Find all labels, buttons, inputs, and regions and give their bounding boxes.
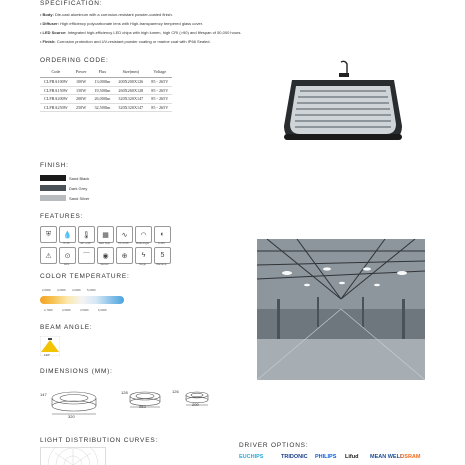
color-temperature-bar <box>40 296 124 304</box>
spec-line-label: • LED Source: <box>40 30 67 35</box>
ordering-column-header: Power <box>72 66 91 78</box>
table-cell: 85 - 265V <box>147 95 172 104</box>
ordering-column-header: Code <box>40 66 72 78</box>
table-cell: 200W <box>72 95 91 104</box>
beam-angle-value: 120° <box>44 353 51 357</box>
spec-line-text: Die-cast aluminum with a corrosion-resistant powder-coated finish. <box>53 12 173 17</box>
dim2-width: 263 <box>139 404 146 409</box>
feature-caption: IP 66 <box>63 241 70 245</box>
spec-line-label: • Diffuser: <box>40 21 59 26</box>
features-title: FEATURES: <box>40 213 84 220</box>
color-temperature-label: 5,000K <box>87 288 96 292</box>
table-cell: CLFRA150W <box>40 86 72 95</box>
ordering-column-header: Size(mm) <box>114 66 147 78</box>
spec-line-text: Integrated high-efficiency LED chips with high lumen, high CRI (>90) and lifespan of 50,000 hours. <box>66 30 242 35</box>
table-cell: 250W <box>72 103 91 112</box>
driver-brand-logo: TRIDONIC <box>281 454 308 460</box>
light-distribution-chart <box>40 447 106 465</box>
spec-line-text: High efficiency polycarbonate lens with High-transparency tempered glass cover. <box>58 21 203 26</box>
table-cell: 32,500lm <box>90 103 114 112</box>
feature-caption: Lens <box>63 262 70 266</box>
driver-brand-logo: MEAN WELL <box>370 454 404 460</box>
spec-line <box>40 30 242 35</box>
color-temperature-label: 3,000K <box>57 288 66 292</box>
ordering-table-header <box>40 66 172 78</box>
beam-icon: ◠ <box>135 226 152 243</box>
ordering-table-body <box>40 78 172 112</box>
specification-title: SPECIFICATION: <box>40 0 103 7</box>
feature-caption: Wide Angle <box>135 241 150 245</box>
table-cell: 85 - 265V <box>147 103 172 112</box>
warranty-icon: 5 <box>154 247 171 264</box>
spec-line <box>40 21 203 26</box>
feature-caption: 0-10V <box>158 241 165 245</box>
driver-brand-logo: EUCHIPS <box>239 454 264 460</box>
lens-icon: ⊙ <box>59 247 76 264</box>
table-cell: 85 - 265V <box>147 78 172 87</box>
table-cell: CLFRA200W <box>40 95 72 104</box>
dimensions-title: DIMENSIONS (MM): <box>40 368 113 375</box>
table-cell: 260X260X128 <box>114 86 147 95</box>
color-temperature-label: 2,700K <box>44 308 53 312</box>
color-temperature-title: COLOR TEMPERATURE: <box>40 273 130 280</box>
ordering-table <box>40 66 172 112</box>
feature-caption: Warranty <box>156 262 167 266</box>
ordering-code-title: ORDERING CODE: <box>40 57 109 64</box>
driver-brand-logo: Lifud <box>345 454 359 460</box>
sensor-icon: ◉ <box>97 247 114 264</box>
mount-icon: ⌒ <box>78 247 95 264</box>
table-row <box>40 78 172 87</box>
feature-caption: -40°~+50° <box>79 241 92 245</box>
shield-icon: ⛨ <box>40 226 57 243</box>
ordering-column-header: Flux <box>90 66 114 78</box>
temperature-icon: 🌡 <box>78 226 95 243</box>
color-temperature-label: 2,000K <box>42 288 51 292</box>
dim2-height: 128 <box>121 390 128 395</box>
spec-line-label: • Body: <box>40 12 54 17</box>
table-cell: 150W <box>72 86 91 95</box>
driver-brand-logo: PHILIPS <box>315 454 337 460</box>
color-temperature-label: 4,000K <box>72 288 81 292</box>
light-distribution-title: LIGHT DISTRIBUTION CURVES: <box>40 437 159 444</box>
table-cell: 200X200X126 <box>114 78 147 87</box>
table-cell: 13,000lm <box>90 78 114 87</box>
finish-swatch <box>40 195 66 201</box>
spec-line-label: • Finish: <box>40 39 56 44</box>
table-cell: 85 - 265V <box>147 86 172 95</box>
table-cell: 19,500lm <box>90 86 114 95</box>
table-cell: 320X320X147 <box>114 95 147 104</box>
color-temperature-label: 4,500K <box>80 308 89 312</box>
finish-label: Sand Black <box>69 175 90 181</box>
spec-line-text: Corrosion protection and UV-resistant powder coating or marine coat with IP66 Sealed. <box>55 39 211 44</box>
finish-label: Dark Grey <box>69 185 88 191</box>
warning-icon: ⚠ <box>40 247 57 264</box>
finish-label: Sand Silver <box>69 195 90 201</box>
dim3-width: 200 <box>192 402 199 407</box>
finish-swatch <box>40 185 66 191</box>
table-cell: CLFRA250W <box>40 103 72 112</box>
spec-line <box>40 39 211 44</box>
warehouse-photo <box>257 239 425 380</box>
dim3-height: 126 <box>172 389 179 394</box>
color-temperature-label: 6,000K <box>98 308 107 312</box>
surge-icon: ϟ <box>135 247 152 264</box>
chip-icon: ▦ <box>97 226 114 243</box>
power-factor-icon: ∿ <box>116 226 133 243</box>
table-cell: 100W <box>72 78 91 87</box>
feature-caption: PF>0.95 <box>118 241 129 245</box>
globe-icon: ⊕ <box>116 247 133 264</box>
ordering-column-header: Voltage <box>147 66 172 78</box>
dim1-height: 147 <box>40 392 47 397</box>
color-temperature-label: 3,500K <box>62 308 71 312</box>
ip66-icon: 💧 <box>59 226 76 243</box>
finish-title: FINISH: <box>40 162 69 169</box>
feature-caption: Surge <box>139 262 146 266</box>
table-cell: 320X320X147 <box>114 103 147 112</box>
feature-caption: Sensor <box>100 262 109 266</box>
product-image <box>282 60 404 144</box>
table-row <box>40 86 172 95</box>
driver-options-title: DRIVER OPTIONS: <box>239 442 309 449</box>
finish-swatch <box>40 175 66 181</box>
feature-caption: LED Chip <box>98 241 111 245</box>
table-cell: 26,000lm <box>90 95 114 104</box>
dimming-icon: ◐ <box>154 226 171 243</box>
spec-line <box>40 12 173 17</box>
table-row <box>40 95 172 104</box>
driver-brand-logo: OSRAM <box>400 454 421 460</box>
dim1-width: 320 <box>68 414 75 419</box>
table-cell: CLFRA100W <box>40 78 72 87</box>
beam-angle-title: BEAM ANGLE: <box>40 324 93 331</box>
table-row <box>40 103 172 112</box>
